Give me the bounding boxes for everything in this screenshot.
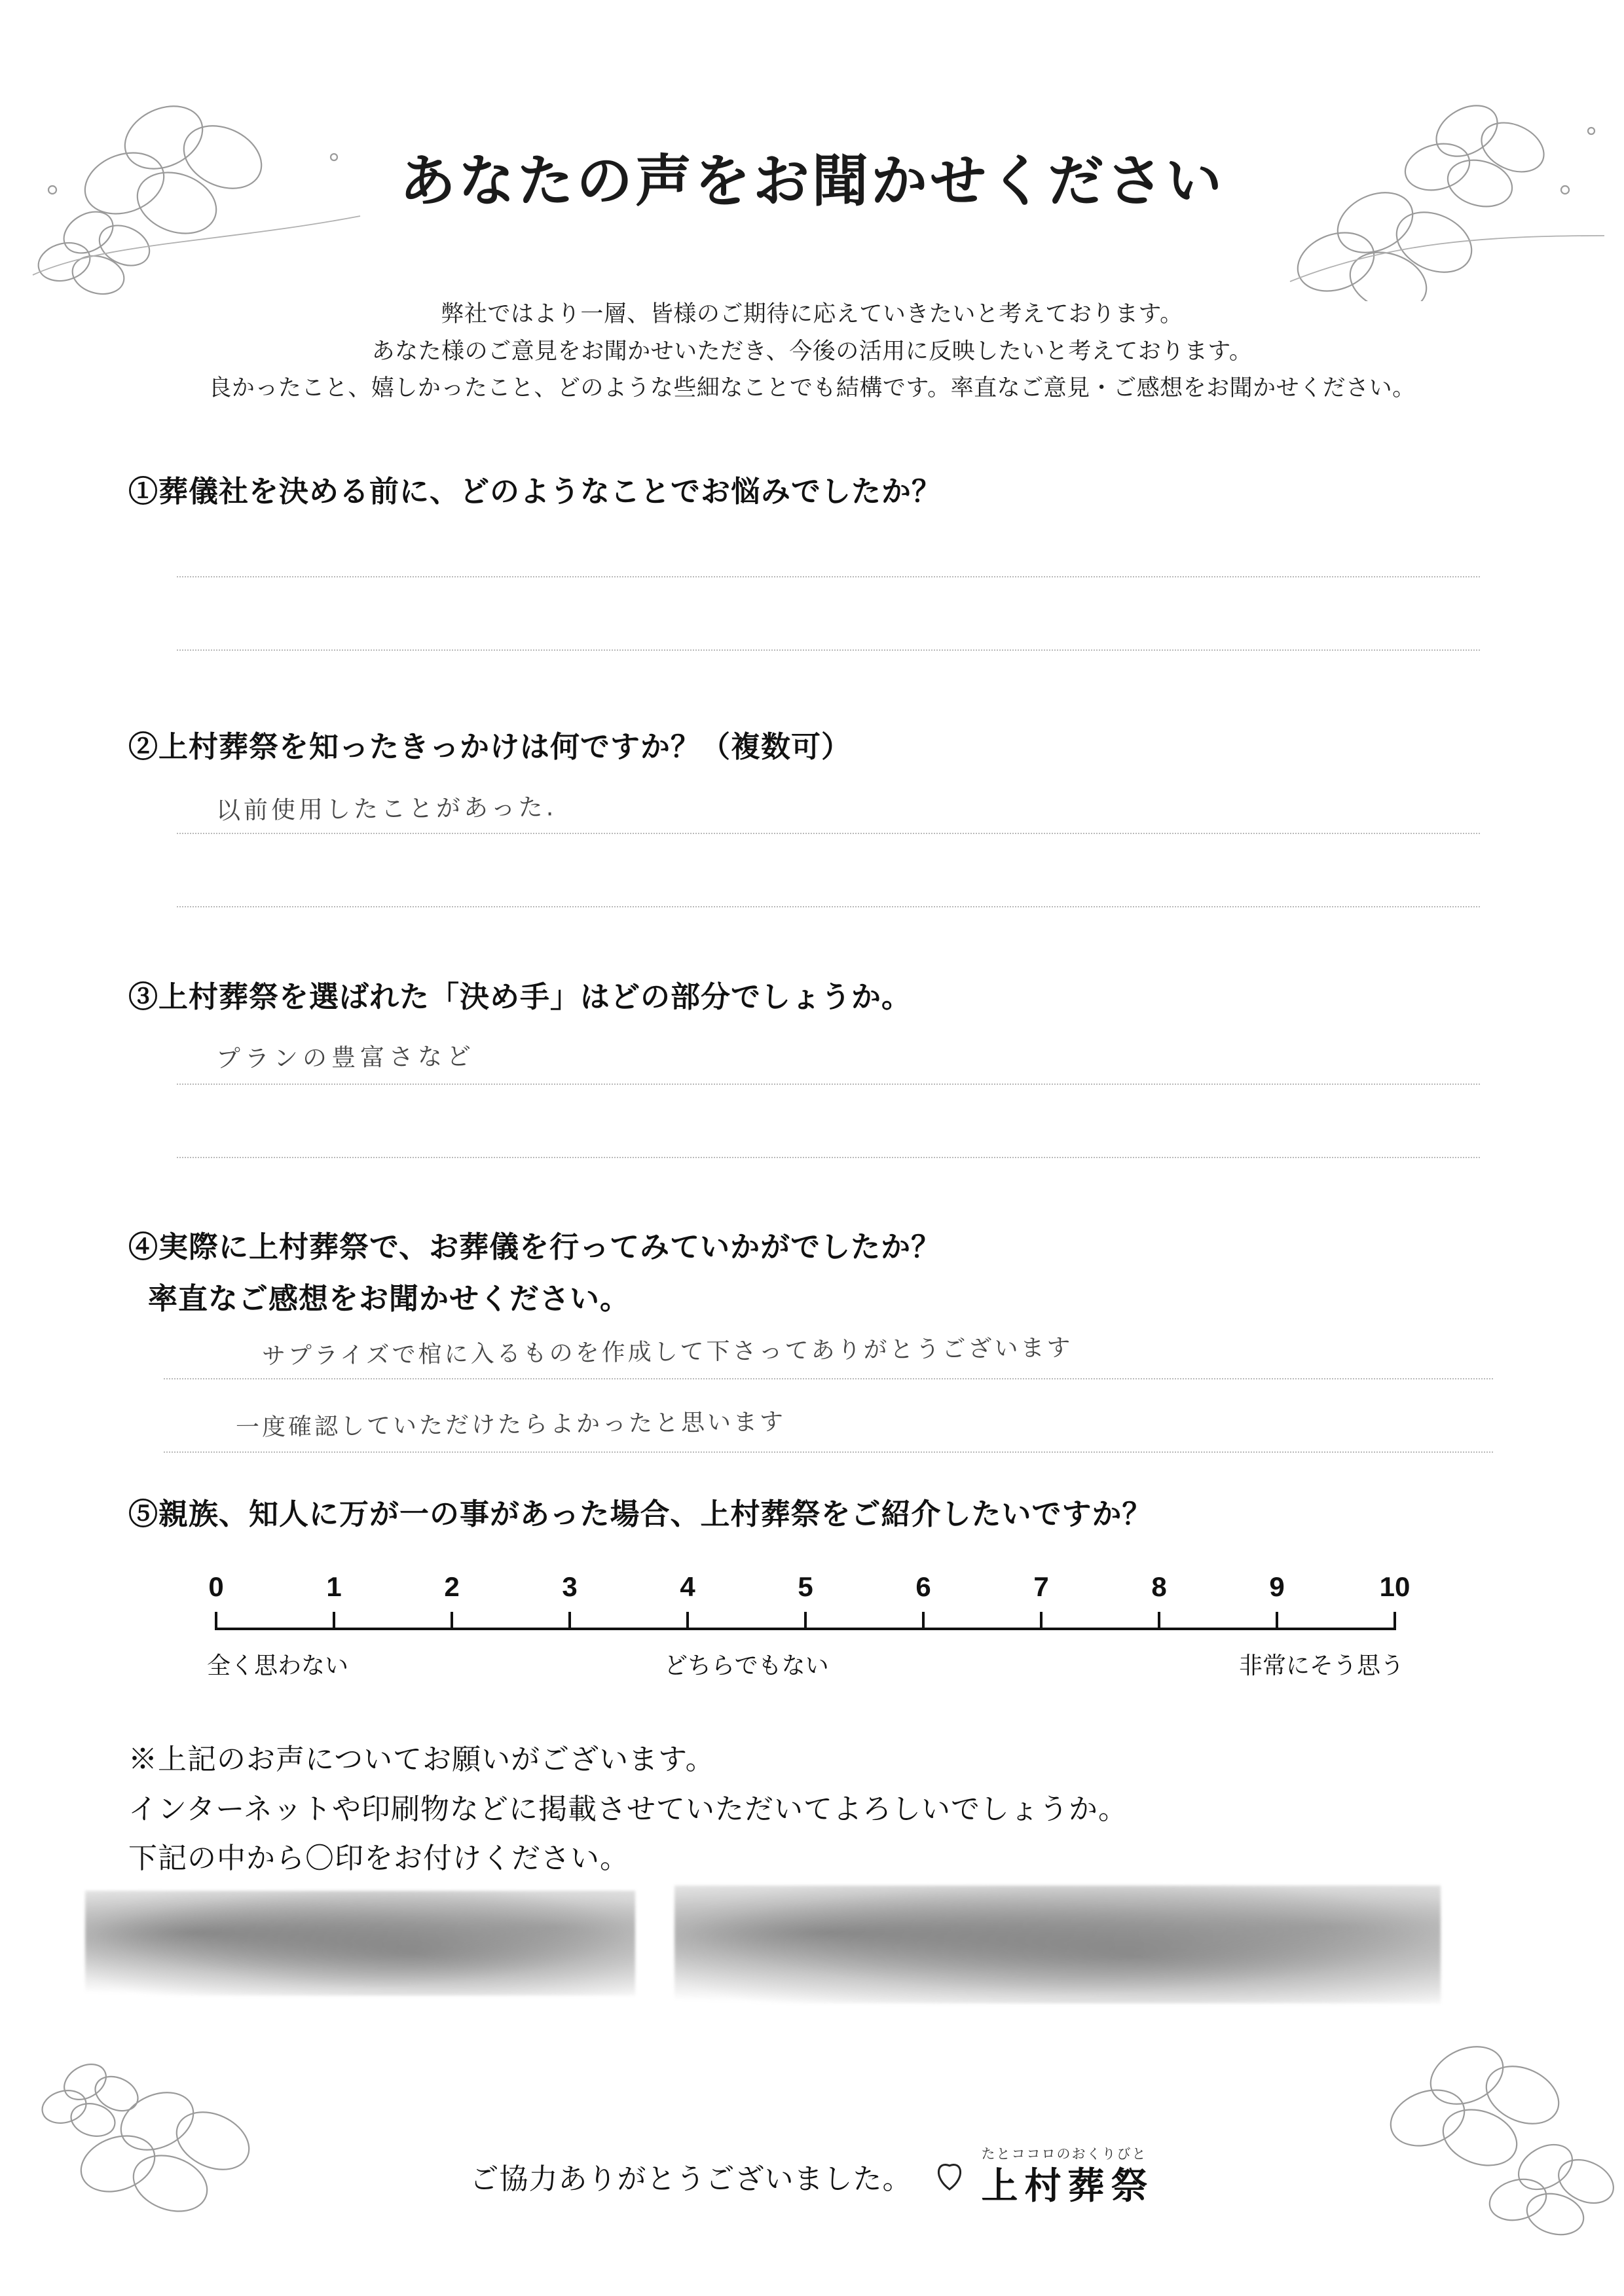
axis-tick <box>451 1612 453 1630</box>
scale-label-right: 非常にそう思う <box>1238 1652 1404 1679</box>
scale-number[interactable]: 5 <box>798 1571 813 1602</box>
scale-number[interactable]: 4 <box>680 1571 695 1602</box>
question-1-answer-area[interactable] <box>177 576 1480 651</box>
scale-number[interactable]: 3 <box>562 1571 578 1602</box>
scale-number[interactable]: 1 <box>326 1571 342 1602</box>
question-3-answer-area[interactable] <box>177 1084 1480 1158</box>
answer-rule <box>177 576 1480 577</box>
answer-rule <box>177 1084 1480 1085</box>
question-3-label: ③上村葬祭を選ばれた「決め手」はどの部分でしょうか。 <box>128 980 912 1013</box>
company-logo <box>929 2147 1154 2204</box>
flower-decoration-bottom-right <box>1349 2016 1624 2252</box>
axis-tick <box>922 1612 925 1630</box>
axis-tick <box>568 1612 571 1630</box>
page-title: あなたの声をお聞かせください <box>399 150 1225 213</box>
thanks-text: ご協力ありがとうございました。 <box>470 2162 912 2195</box>
answer-rule <box>177 833 1480 834</box>
page-footer <box>0 2147 1624 2204</box>
intro-line-2: あなた様のご意見をお聞かせいただき、今後の活用に反映したいと考えております。 <box>371 338 1253 364</box>
publication-notice <box>128 1735 1536 1884</box>
answer-rule <box>164 1378 1493 1379</box>
question-2-answer-area[interactable] <box>177 833 1480 907</box>
answer-rule <box>177 649 1480 651</box>
scale-number[interactable]: 6 <box>915 1571 931 1602</box>
page-header <box>0 151 1624 213</box>
scale-label-left: 全く思わない <box>207 1652 349 1679</box>
question-5 <box>128 1493 1517 1535</box>
scale-number[interactable]: 2 <box>444 1571 460 1602</box>
axis-tick <box>1040 1612 1043 1630</box>
rating-scale-labels <box>207 1647 1404 1686</box>
notice-line-3: 下記の中から〇印をお付けください。 <box>128 1842 629 1875</box>
question-4-label-line1: ④実際に上村葬祭で、お葬儀を行ってみていかがでしたか？ <box>128 1230 942 1264</box>
rating-scale[interactable] <box>207 1571 1411 1686</box>
logo-text <box>982 2147 1154 2204</box>
answer-rule <box>164 1451 1493 1453</box>
question-4-answer-line2: 一度確認していただけたらよかったと思います <box>235 1408 786 1442</box>
intro-line-1: 弊社ではより一層、皆様のご期待に応えていきたいと考えております。 <box>441 301 1183 327</box>
question-2 <box>128 725 1517 768</box>
intro-text <box>0 296 1624 407</box>
scale-number[interactable]: 7 <box>1033 1571 1049 1602</box>
axis-tick <box>804 1612 807 1630</box>
question-5-label: ⑤親族、知人に万が一の事があった場合、上村葬祭をご紹介したいですか？ <box>128 1497 1153 1531</box>
axis-tick <box>333 1612 335 1630</box>
question-4-answer-line1: サプライズで棺に入るものを作成して下さってありがとうございます <box>261 1334 1073 1370</box>
logo-tagline: たとココロのおくりびと <box>981 2147 1147 2162</box>
rating-scale-numbers <box>208 1571 1411 1608</box>
scale-number[interactable]: 8 <box>1151 1571 1167 1602</box>
scale-number[interactable]: 10 <box>1379 1571 1411 1602</box>
question-3 <box>128 975 1517 1018</box>
question-3-answer-text: プランの豊富さなど <box>215 1042 476 1074</box>
heart-icon <box>929 2154 970 2198</box>
question-4 <box>128 1226 1517 1321</box>
axis-tick <box>1276 1612 1278 1630</box>
question-2-label: ②上村葬祭を知ったきっかけは何ですか？（複数可） <box>128 730 852 763</box>
scale-label-center: どちらでもない <box>664 1652 829 1679</box>
question-2-answer-text: 以前使用したことがあった. <box>215 793 557 825</box>
question-1-label: ①葬儀社を決める前に、どのようなことでお悩みでしたか？ <box>128 475 942 508</box>
intro-line-3: 良かったこと、嬉しかったこと、どのような些細なことでも結構です。率直なご意見・ご感想をお聞かせください。 <box>208 375 1416 401</box>
axis-tick <box>686 1612 689 1630</box>
question-4-label-line2: 率直なご感想をお聞かせください。 <box>148 1282 631 1316</box>
notice-line-1: ※上記のお声についてお願いがございます。 <box>128 1743 715 1776</box>
logo-company-name: 上村葬祭 <box>981 2165 1154 2206</box>
axis-tick <box>215 1612 217 1630</box>
axis-tick <box>1393 1612 1396 1630</box>
scale-number[interactable]: 9 <box>1269 1571 1285 1602</box>
scale-number[interactable]: 0 <box>208 1571 224 1602</box>
notice-line-2: インターネットや印刷物などに掲載させていただいてよろしいでしょうか。 <box>128 1793 1128 1825</box>
answer-rule <box>177 906 1480 907</box>
redacted-consent-option-left <box>85 1891 635 1995</box>
axis-tick <box>1158 1612 1160 1630</box>
redacted-consent-option-right <box>674 1886 1441 2003</box>
rating-scale-axis <box>216 1612 1395 1638</box>
question-1 <box>128 470 1517 513</box>
answer-rule <box>177 1157 1480 1158</box>
